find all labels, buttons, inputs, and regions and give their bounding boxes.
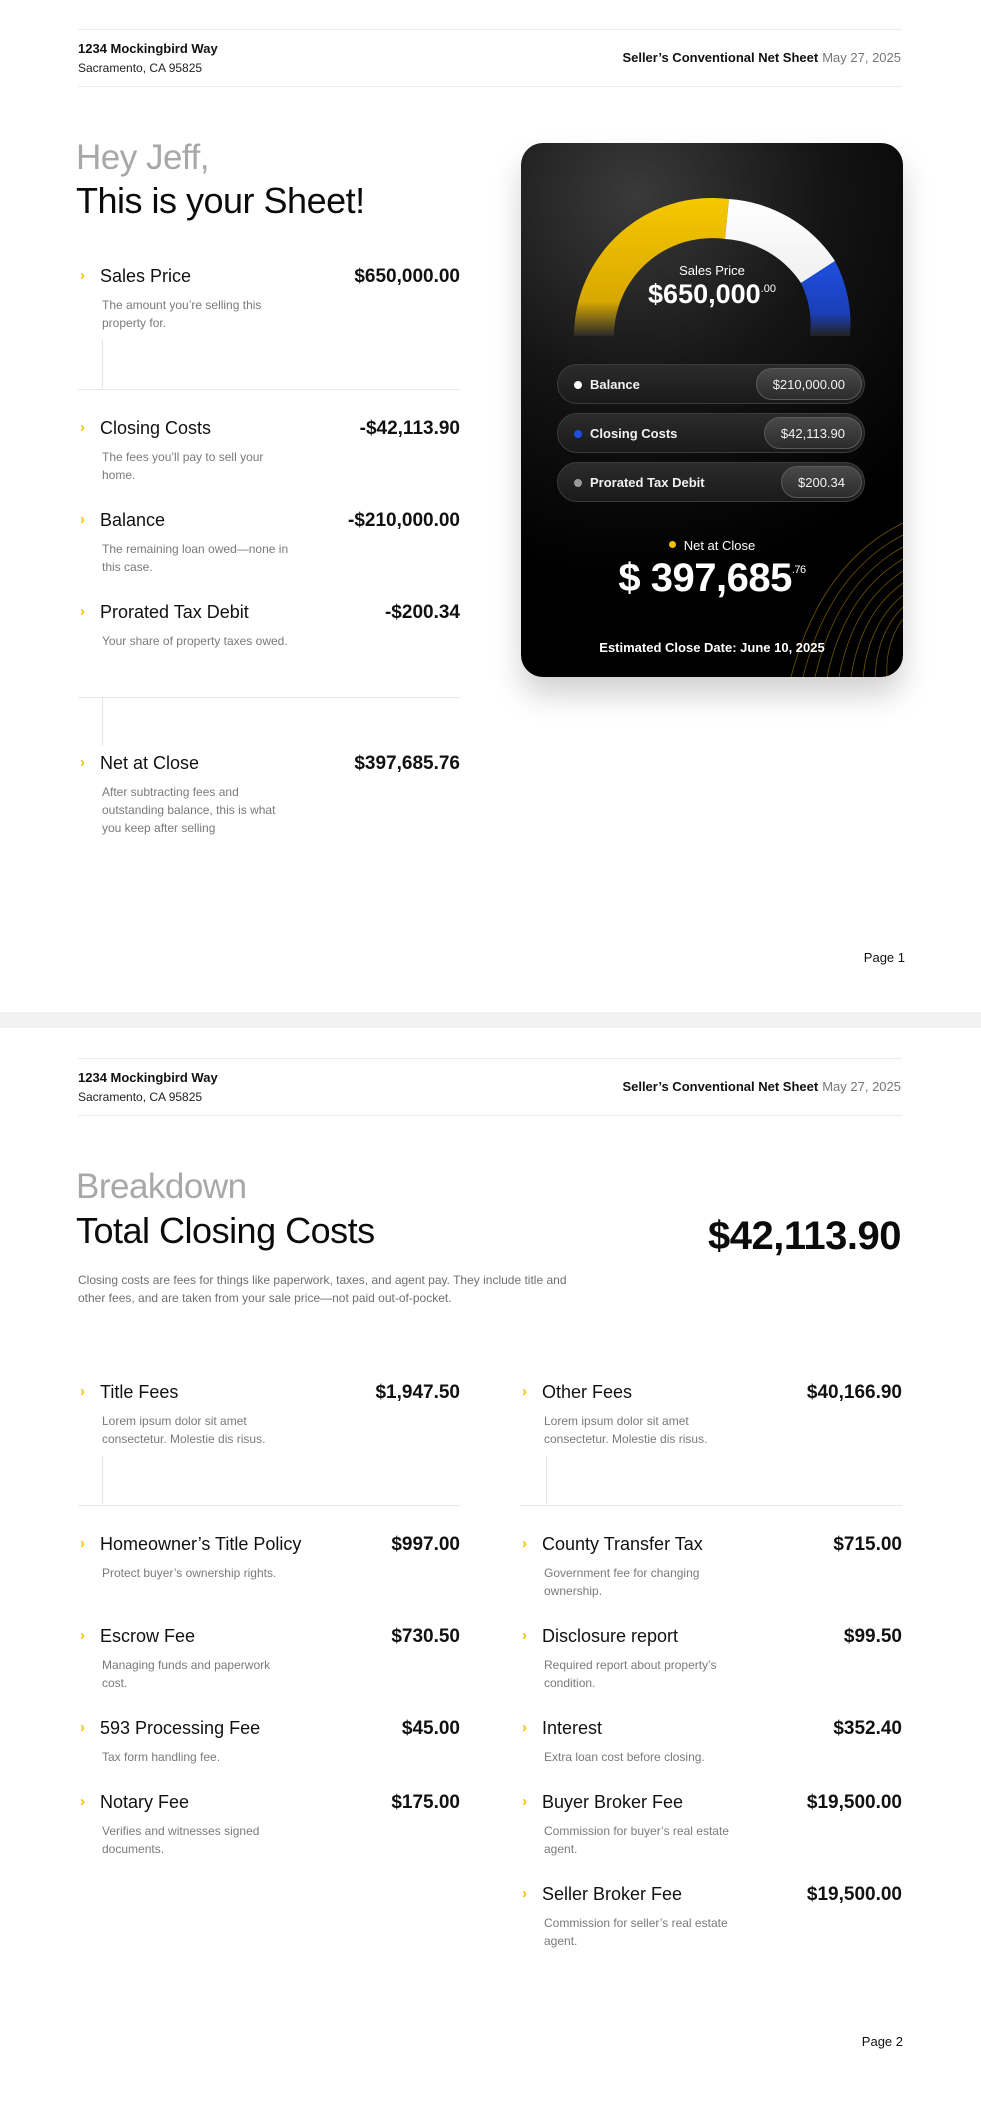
chevron-right-icon: ›: [522, 1383, 527, 1400]
fee-description: Protect buyer’s ownership rights.: [102, 1566, 277, 1580]
estimated-close-date: Estimated Close Date: June 10, 2025: [599, 640, 825, 655]
address-line-2: Sacramento, CA 95825: [78, 1090, 203, 1104]
sheet-date: May 27, 2025: [822, 50, 901, 65]
fee-amount: $19,500.00: [806, 1884, 902, 1905]
connector-line: [546, 1456, 547, 1504]
line-item-label: Closing Costs: [100, 418, 212, 438]
line-item-description: The fees you’ll pay to sell your home.: [102, 450, 264, 482]
fee-description: Extra loan cost before closing.: [544, 1750, 705, 1764]
fee-label: Seller Broker Fee: [542, 1884, 683, 1904]
pill-value: $210,000.00: [756, 368, 862, 400]
tax-dot-icon: [574, 479, 582, 487]
chevron-right-icon: ›: [80, 1793, 85, 1810]
group-label: Other Fees: [542, 1382, 633, 1402]
chevron-right-icon: ›: [80, 1383, 85, 1400]
page-number: Page 1: [863, 950, 905, 965]
fee-amount: $45.00: [401, 1718, 460, 1739]
group-amount: $40,166.90: [806, 1382, 902, 1403]
address-line-2: Sacramento, CA 95825: [78, 61, 203, 75]
gauge-value: [521, 279, 903, 310]
line-item-description: Your share of property taxes owed.: [102, 634, 288, 648]
fee-description: Required report about property’s condition.: [544, 1658, 717, 1690]
header-bottom-divider: [78, 86, 902, 87]
fee-label: 593 Processing Fee: [100, 1718, 261, 1738]
fee-description: Managing funds and paperwork cost.: [102, 1658, 271, 1690]
page-number: Page 2: [861, 2034, 903, 2049]
header-bottom-divider: [78, 1115, 902, 1116]
header-top-divider: [78, 29, 902, 30]
line-item-label: Sales Price: [100, 266, 192, 286]
chevron-right-icon: ›: [80, 1535, 85, 1552]
sheet-date: May 27, 2025: [822, 1079, 901, 1094]
chevron-right-icon: ›: [522, 1885, 527, 1902]
line-item-description: The remaining loan owed—none in this case.: [102, 542, 289, 574]
chevron-right-icon: ›: [80, 511, 85, 528]
fee-amount: $19,500.00: [806, 1792, 902, 1813]
group-amount: $1,947.50: [375, 1382, 460, 1403]
fee-amount: $715.00: [833, 1534, 902, 1555]
page-title: Total Closing Costs: [76, 1210, 375, 1251]
pill-label: Prorated Tax Debit: [590, 475, 705, 490]
line-item-amount: $397,685.76: [354, 753, 460, 774]
chevron-right-icon: ›: [80, 603, 85, 620]
fee-label: Disclosure report: [542, 1626, 679, 1646]
chevron-right-icon: ›: [522, 1535, 527, 1552]
fee-description: Government fee for changing ownership.: [544, 1566, 700, 1598]
fee-amount: $175.00: [391, 1792, 460, 1813]
pill-label: Closing Costs: [590, 426, 678, 441]
fee-amount: $730.50: [391, 1626, 460, 1647]
section-divider: [78, 1505, 460, 1506]
sheet-title-text: Seller’s Conventional Net Sheet: [622, 1079, 819, 1094]
intro-text: Closing costs are fees for things like paperwork, taxes, and agent pay. They include title and other fees, and are taken from your sale price—not paid out-of-pocket.: [78, 1273, 567, 1305]
chevron-right-icon: ›: [80, 1719, 85, 1736]
greeting: Hey Jeff,: [76, 138, 209, 177]
group-label: Title Fees: [100, 1382, 179, 1402]
gauge-label: Sales Price: [679, 263, 745, 278]
line-item-description: The amount you’re selling this property for.: [102, 298, 262, 330]
header-top-divider: [78, 1058, 902, 1059]
sheet-title: [622, 1079, 901, 1094]
net-label-row: [521, 538, 903, 553]
chevron-right-icon: ›: [522, 1627, 527, 1644]
fee-amount: $99.50: [843, 1626, 902, 1647]
pill-closing-costs: [557, 413, 865, 453]
connector-line: [102, 1456, 103, 1504]
fee-label: Notary Fee: [100, 1792, 190, 1812]
connector-line: [102, 698, 103, 746]
group-description: Lorem ipsum dolor sit amet consectetur. Molestie dis risus.: [544, 1414, 708, 1446]
gauge-value-cents: .00: [760, 283, 776, 295]
chevron-right-icon: ›: [80, 1627, 85, 1644]
chevron-right-icon: ›: [80, 267, 85, 284]
chevron-right-icon: ›: [80, 419, 85, 436]
line-item-amount: -$42,113.90: [359, 418, 460, 439]
net-dot-icon: [669, 541, 676, 548]
chevron-right-icon: ›: [522, 1719, 527, 1736]
pill-balance: [557, 364, 865, 404]
line-item-label: Prorated Tax Debit: [100, 602, 249, 622]
chevron-right-icon: ›: [522, 1793, 527, 1810]
section-divider: [520, 1505, 902, 1506]
fee-label: Buyer Broker Fee: [542, 1792, 684, 1812]
sheet-title-text: Seller’s Conventional Net Sheet: [622, 50, 819, 65]
net-label: Net at Close: [683, 538, 756, 553]
page-2: [0, 1028, 981, 2109]
pill-value: $200.34: [781, 466, 862, 498]
sheet-title: [622, 50, 901, 65]
line-item-label: Net at Close: [100, 753, 200, 773]
closing-costs-dot-icon: [574, 430, 582, 438]
address-line-1: 1234 Mockingbird Way: [78, 1070, 218, 1085]
pill-value: $42,113.90: [764, 417, 862, 449]
fee-label: Interest: [542, 1718, 603, 1738]
connector-line: [102, 340, 103, 388]
line-item-description: After subtracting fees and outstanding balance, this is what you keep after selling: [102, 785, 276, 835]
net-value-cents: .76: [791, 564, 806, 576]
fee-amount: $352.40: [833, 1718, 902, 1739]
breakdown-kicker: Breakdown: [76, 1167, 247, 1206]
chevron-right-icon: ›: [80, 754, 85, 771]
fee-label: Escrow Fee: [100, 1626, 196, 1646]
fee-amount: $997.00: [391, 1534, 460, 1555]
pill-label: Balance: [590, 377, 640, 392]
fee-description: Commission for buyer’s real estate agent.: [544, 1824, 729, 1856]
line-item-amount: -$200.34: [384, 602, 460, 623]
section-divider: [78, 389, 460, 390]
fee-label: County Transfer Tax: [542, 1534, 703, 1554]
fee-description: Verifies and witnesses signed documents.: [102, 1824, 260, 1856]
pill-prorated-tax: [557, 462, 865, 502]
balance-dot-icon: [574, 381, 582, 389]
line-item-amount: $650,000.00: [354, 266, 460, 287]
group-description: Lorem ipsum dolor sit amet consectetur. Molestie dis risus.: [102, 1414, 266, 1446]
line-item-amount: -$210,000.00: [348, 510, 460, 531]
line-item-label: Balance: [100, 510, 166, 530]
gauge-value-main: $650,000: [648, 279, 761, 309]
net-value: [521, 556, 903, 601]
fee-description: Tax form handling fee.: [102, 1750, 221, 1764]
page-title: This is your Sheet!: [76, 180, 365, 221]
net-value-main: $ 397,685: [618, 556, 792, 600]
section-divider: [78, 697, 460, 698]
fee-description: Commission for seller’s real estate agent.: [544, 1916, 728, 1948]
page-1: [0, 0, 981, 1012]
total-closing-costs: $42,113.90: [708, 1214, 901, 1258]
summary-card: [521, 143, 903, 677]
address-line-1: 1234 Mockingbird Way: [78, 41, 218, 56]
fee-label: Homeowner’s Title Policy: [100, 1534, 302, 1554]
